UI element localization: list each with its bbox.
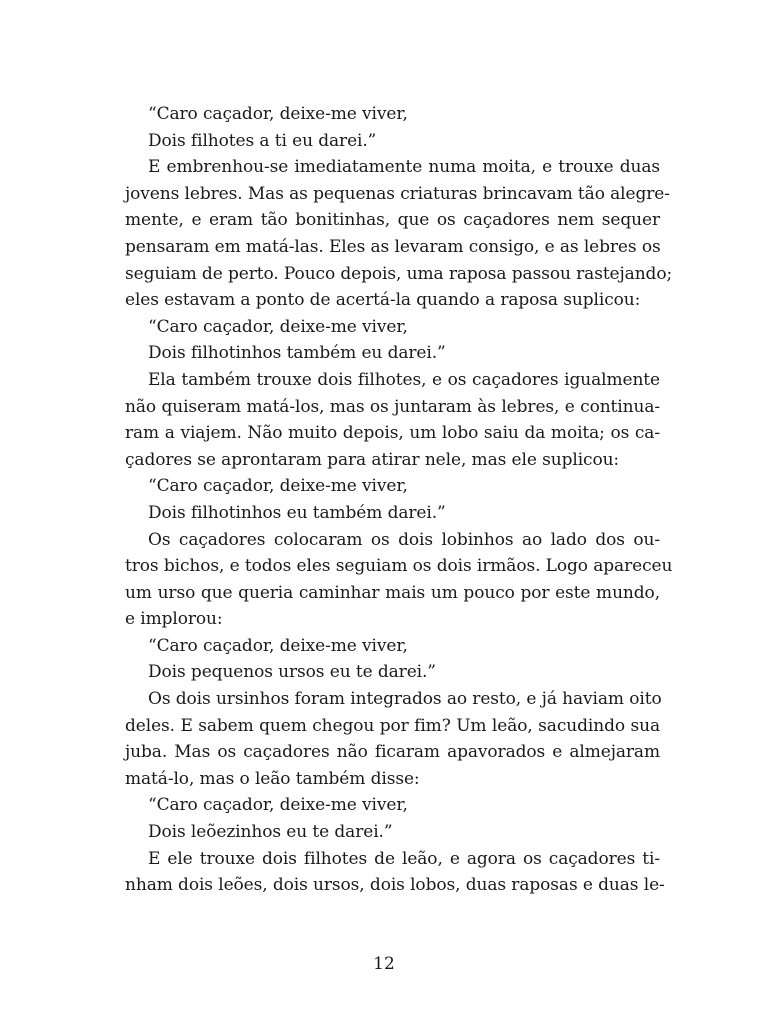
text-line: “Caro caçador, deixe-me viver, bbox=[148, 104, 408, 124]
text-line: eles estavam a ponto de acertá-la quando a raposa suplicou: bbox=[125, 290, 641, 311]
text-line: juba. Mas os caçadores não ficaram apavorados e almejaram bbox=[125, 742, 660, 763]
text-line: Dois filhotes a ti eu darei.” bbox=[148, 130, 377, 151]
text-line: pensaram em matá-las. Eles as levaram consigo, e as lebres os bbox=[125, 236, 661, 257]
text-line: jovens lebres. Mas as pequenas criaturas brincavam tão alegre- bbox=[125, 183, 670, 204]
text-line: Dois leõezinhos eu te darei.” bbox=[148, 822, 393, 843]
text-line: E ele trouxe dois filhotes de leão, e agora os caçadores ti- bbox=[148, 848, 660, 869]
body-text bbox=[125, 101, 673, 899]
text-line: E embrenhou-se imediatamente numa moita, e trouxe duas bbox=[148, 157, 660, 178]
text-line: “Caro caçador, deixe-me viver, bbox=[148, 476, 408, 497]
text-line: tros bichos, e todos eles seguiam os dois irmãos. Logo apareceu bbox=[125, 556, 673, 577]
text-line: Ela também trouxe dois filhotes, e os caçadores igualmente bbox=[148, 369, 660, 390]
text-line: çadores se aprontaram para atirar nele, mas ele suplicou: bbox=[125, 449, 620, 470]
text-line: matá-lo, mas o leão também disse: bbox=[125, 768, 420, 789]
text-line: “Caro caçador, deixe-me viver, bbox=[148, 316, 408, 337]
text-line: nham dois leões, dois ursos, dois lobos, duas raposas e duas le- bbox=[125, 875, 665, 896]
text-line: mente, e eram tão bonitinhas, que os caçadores nem sequer bbox=[125, 210, 660, 231]
text-line: Os caçadores colocaram os dois lobinhos ao lado dos ou- bbox=[148, 529, 660, 550]
text-line: Dois pequenos ursos eu te darei.” bbox=[148, 662, 436, 683]
page-number: 12 bbox=[373, 954, 395, 974]
text-line: Dois filhotinhos eu também darei.” bbox=[148, 502, 446, 523]
text-line: “Caro caçador, deixe-me viver, bbox=[148, 795, 408, 816]
text-line: seguiam de perto. Pouco depois, uma raposa passou rastejando; bbox=[125, 263, 673, 284]
text-line: um urso que queria caminhar mais um pouco por este mundo, bbox=[125, 582, 660, 603]
text-line: não quiseram matá-los, mas os juntaram às lebres, e continua- bbox=[125, 396, 660, 417]
text-line: Dois filhotinhos também eu darei.” bbox=[148, 343, 446, 364]
text-line: Os dois ursinhos foram integrados ao resto, e já haviam oito bbox=[148, 689, 662, 710]
text-line: ram a viajem. Não muito depois, um lobo saiu da moita; os ca- bbox=[125, 423, 660, 444]
text-line: deles. E sabem quem chegou por fim? Um leão, sacudindo sua bbox=[125, 715, 660, 736]
text-line: “Caro caçador, deixe-me viver, bbox=[148, 635, 408, 656]
text-line: e implorou: bbox=[125, 609, 223, 630]
